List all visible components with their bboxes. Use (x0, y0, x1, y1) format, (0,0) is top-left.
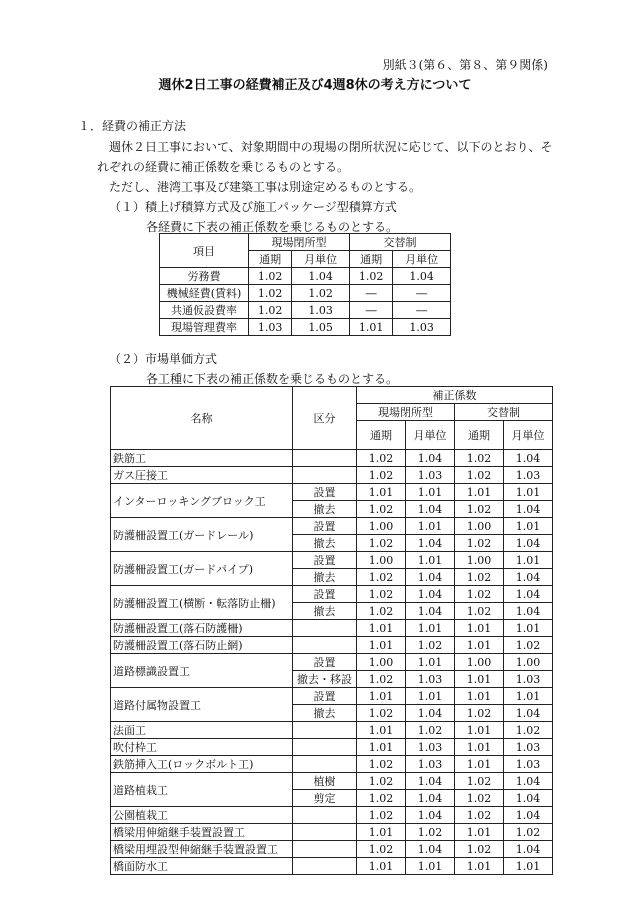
row-category (293, 467, 357, 484)
table-row (111, 756, 553, 773)
cell-value: 1.02 (357, 467, 406, 484)
cell-value: 1.02 (455, 450, 504, 467)
cell-value: 1.02 (455, 705, 504, 722)
cell-value: 1.03 (504, 671, 553, 688)
header-normal: 通期 (455, 421, 504, 450)
header-monthly: 月単位 (393, 251, 451, 268)
cell-value: 1.03 (406, 739, 455, 756)
cell-value: 1.04 (406, 705, 455, 722)
cell-value: 1.02 (455, 586, 504, 603)
row-name: 鉄筋工 (111, 450, 293, 467)
cell-value: 1.01 (455, 484, 504, 501)
table-row (111, 807, 553, 824)
cell-value: 1.03 (406, 467, 455, 484)
paragraph-line: れぞれの経費に補正係数を乗じるものとする。 (97, 160, 350, 174)
cell-value: 1.02 (406, 637, 455, 654)
cell-value: 1.03 (393, 319, 451, 336)
cell-value: 1.02 (406, 824, 455, 841)
cell-value: 1.02 (504, 722, 553, 739)
row-category (293, 637, 357, 654)
table-row (111, 739, 553, 756)
cell-value: 1.05 (292, 319, 350, 336)
cell-value: 1.03 (249, 319, 292, 336)
row-name: 鉄筋挿入工(ロックボルト工) (111, 756, 293, 773)
cell-value: 1.00 (357, 552, 406, 569)
cell-value: 1.04 (504, 586, 553, 603)
header-normal: 通期 (357, 421, 406, 450)
header-item: 項目 (160, 234, 249, 268)
cell-value: 1.01 (357, 620, 406, 637)
cell-value: 1.02 (357, 773, 406, 790)
cell-value: 1.01 (406, 654, 455, 671)
cell-value: 1.01 (455, 739, 504, 756)
row-category (293, 739, 357, 756)
cell-value: 1.02 (455, 535, 504, 552)
cell-value: 1.01 (455, 722, 504, 739)
table-row (111, 467, 553, 484)
row-name: 道路付属物設置工 (111, 688, 293, 722)
cell-value: 1.02 (357, 790, 406, 807)
table-row (111, 484, 553, 501)
cell-value: 1.01 (349, 319, 392, 336)
header-monthly: 月単位 (504, 421, 553, 450)
table-row (111, 824, 553, 841)
row-category: 撤去 (293, 705, 357, 722)
row-name: 橋面防水工 (111, 858, 293, 875)
cell-value: 1.04 (504, 603, 553, 620)
subsection-text: 各経費に下表の補正係数を乗じるものとする。 (146, 220, 399, 234)
cell-value: 1.02 (357, 501, 406, 518)
header-name: 名称 (111, 387, 293, 450)
cell-value: 1.04 (406, 586, 455, 603)
cell-value: 1.04 (504, 501, 553, 518)
cell-value: 1.04 (504, 773, 553, 790)
cell-value: 1.01 (406, 688, 455, 705)
cell-value: 1.01 (504, 484, 553, 501)
annex-label: 別紙３(第６、第８、第９関係) (382, 58, 548, 72)
row-name: 橋梁用伸縮継手装置設置工 (111, 824, 293, 841)
header-monthly: 月単位 (406, 421, 455, 450)
cell-value: 1.04 (406, 807, 455, 824)
cell-value: 1.01 (357, 484, 406, 501)
cell-value: 1.02 (357, 569, 406, 586)
cell-value: 1.02 (357, 756, 406, 773)
cell-value: 1.01 (357, 637, 406, 654)
table-row (111, 637, 553, 654)
cell-value: 1.02 (504, 637, 553, 654)
cell-value: 1.00 (357, 654, 406, 671)
subsection-heading: （１）積上げ積算方式及び施工パッケージ型積算方式 (109, 200, 397, 214)
table-row (111, 620, 553, 637)
cell-value: 1.00 (504, 654, 553, 671)
row-category: 設置 (293, 484, 357, 501)
table-row (111, 450, 553, 467)
header-closed: 現場閉所型 (249, 234, 350, 251)
row-category: 設置 (293, 654, 357, 671)
row-name: 道路植栽工 (111, 773, 293, 807)
cell-value: 1.02 (455, 569, 504, 586)
row-category (293, 756, 357, 773)
cell-value: 1.02 (406, 722, 455, 739)
row-name: 防護柵設置工(ガードパイプ) (111, 552, 293, 586)
cell-value: ― (393, 302, 451, 319)
cell-value: 1.02 (357, 603, 406, 620)
header-monthly: 月単位 (292, 251, 350, 268)
cell-value: 1.01 (455, 620, 504, 637)
row-name: 法面工 (111, 722, 293, 739)
cell-value: 1.04 (406, 501, 455, 518)
row-name: 防護柵設置工(落石防止網) (111, 637, 293, 654)
section-heading: １．経費の補正方法 (78, 119, 187, 133)
table-row (160, 319, 451, 336)
row-name: 吹付枠工 (111, 739, 293, 756)
cell-value: 1.01 (357, 722, 406, 739)
cell-value: 1.01 (504, 858, 553, 875)
row-category: 設置 (293, 552, 357, 569)
cell-value: ― (349, 285, 392, 302)
cell-value: 1.04 (292, 268, 350, 285)
cell-value: 1.02 (357, 807, 406, 824)
row-category: 撤去 (293, 501, 357, 518)
cell-value: 1.04 (406, 535, 455, 552)
table-row (111, 841, 553, 858)
row-category (293, 722, 357, 739)
cell-value: 1.03 (504, 756, 553, 773)
header-shift: 交替制 (349, 234, 450, 251)
row-name: 防護柵設置工(横断・転落防止柵) (111, 586, 293, 620)
page-title: 週休2日工事の経費補正及び4週8休の考え方について (158, 78, 472, 93)
cell-value: 1.02 (455, 467, 504, 484)
cell-value: 1.01 (504, 552, 553, 569)
cell-value: 1.04 (406, 603, 455, 620)
cell-value: 1.04 (393, 268, 451, 285)
cell-value: 1.04 (406, 450, 455, 467)
cell-value: 1.04 (406, 569, 455, 586)
cell-value: 1.03 (504, 739, 553, 756)
cell-value: 1.01 (455, 756, 504, 773)
cell-value: 1.03 (292, 302, 350, 319)
header-category: 区分 (293, 387, 357, 450)
cell-value: 1.01 (406, 518, 455, 535)
row-category: 撤去 (293, 569, 357, 586)
row-name: 道路標識設置工 (111, 654, 293, 688)
table-row (160, 268, 451, 285)
cell-value: 1.01 (455, 671, 504, 688)
cell-value: 1.01 (504, 688, 553, 705)
cell-value: 1.01 (455, 637, 504, 654)
cell-value: 1.04 (504, 841, 553, 858)
row-name: 機械経費(賃料) (160, 285, 249, 302)
cell-value: 1.04 (504, 790, 553, 807)
table-row (111, 688, 553, 705)
coefficient-table-1 (159, 233, 451, 336)
subsection-heading: （２）市場単価方式 (109, 352, 218, 366)
cell-value: 1.01 (406, 858, 455, 875)
cell-value: 1.03 (406, 671, 455, 688)
cell-value: 1.00 (455, 552, 504, 569)
row-category: 植樹 (293, 773, 357, 790)
row-category (293, 620, 357, 637)
row-category: 撤去・移設 (293, 671, 357, 688)
header-coef: 補正係数 (357, 387, 553, 404)
row-name: 現場管理費率 (160, 319, 249, 336)
paragraph-line: 週休２日工事において、対象期間中の現場の閉所状況に応じて、以下のとおり、そ (109, 140, 553, 154)
header-normal: 通期 (349, 251, 392, 268)
cell-value: 1.02 (349, 268, 392, 285)
table-row (111, 722, 553, 739)
cell-value: 1.02 (249, 285, 292, 302)
cell-value: 1.02 (357, 535, 406, 552)
cell-value: 1.02 (504, 824, 553, 841)
row-category: 設置 (293, 518, 357, 535)
table-row (111, 654, 553, 671)
cell-value: ― (349, 302, 392, 319)
row-category (293, 450, 357, 467)
cell-value: 1.00 (455, 518, 504, 535)
row-category: 剪定 (293, 790, 357, 807)
table-row (160, 302, 451, 319)
row-category (293, 841, 357, 858)
subsection-text: 各工種に下表の補正係数を乗じるものとする。 (146, 372, 399, 386)
cell-value: 1.01 (406, 484, 455, 501)
cell-value: 1.01 (504, 620, 553, 637)
table-row (111, 552, 553, 569)
cell-value: 1.02 (455, 603, 504, 620)
cell-value: 1.04 (504, 705, 553, 722)
cell-value: 1.01 (455, 824, 504, 841)
cell-value: 1.01 (406, 620, 455, 637)
cell-value: 1.00 (357, 518, 406, 535)
row-category (293, 807, 357, 824)
cell-value: 1.04 (504, 569, 553, 586)
cell-value: 1.02 (455, 841, 504, 858)
cell-value: 1.02 (357, 841, 406, 858)
row-category (293, 858, 357, 875)
row-name: 橋梁用埋設型伸縮継手装置設置工 (111, 841, 293, 858)
row-category: 撤去 (293, 535, 357, 552)
cell-value: 1.01 (406, 552, 455, 569)
cell-value: 1.04 (504, 450, 553, 467)
cell-value: 1.02 (249, 302, 292, 319)
cell-value: 1.00 (455, 654, 504, 671)
cell-value: 1.04 (504, 535, 553, 552)
table-row (111, 858, 553, 875)
cell-value: 1.04 (406, 773, 455, 790)
cell-value: 1.02 (292, 285, 350, 302)
row-category (293, 824, 357, 841)
cell-value: 1.02 (357, 671, 406, 688)
cell-value: 1.01 (357, 824, 406, 841)
header-closed: 現場閉所型 (357, 404, 455, 421)
coefficient-table-2 (110, 386, 553, 875)
table-row (160, 285, 451, 302)
row-category: 設置 (293, 586, 357, 603)
cell-value: 1.04 (406, 841, 455, 858)
header-shift: 交替制 (455, 404, 553, 421)
cell-value: 1.01 (455, 688, 504, 705)
row-name: 防護柵設置工(ガードレール) (111, 518, 293, 552)
cell-value: 1.01 (357, 739, 406, 756)
row-name: 労務費 (160, 268, 249, 285)
row-name: 共通仮設費率 (160, 302, 249, 319)
paragraph-note: ただし、港湾工事及び建築工事は別途定めるものとする。 (109, 180, 422, 194)
cell-value: 1.03 (504, 467, 553, 484)
cell-value: 1.02 (357, 705, 406, 722)
cell-value: 1.02 (249, 268, 292, 285)
table-row (111, 773, 553, 790)
cell-value: 1.04 (406, 790, 455, 807)
header-normal: 通期 (249, 251, 292, 268)
row-category: 設置 (293, 688, 357, 705)
cell-value: 1.02 (455, 807, 504, 824)
row-name: ガス圧接工 (111, 467, 293, 484)
cell-value: 1.01 (357, 858, 406, 875)
cell-value: ― (393, 285, 451, 302)
cell-value: 1.04 (504, 807, 553, 824)
cell-value: 1.02 (357, 586, 406, 603)
cell-value: 1.01 (504, 518, 553, 535)
cell-value: 1.02 (455, 501, 504, 518)
cell-value: 1.03 (406, 756, 455, 773)
table-row (111, 586, 553, 603)
cell-value: 1.02 (357, 450, 406, 467)
cell-value: 1.02 (455, 790, 504, 807)
table-row (111, 518, 553, 535)
row-name: 防護柵設置工(落石防護柵) (111, 620, 293, 637)
row-name: インターロッキングブロック工 (111, 484, 293, 518)
row-category: 撤去 (293, 603, 357, 620)
cell-value: 1.01 (357, 688, 406, 705)
cell-value: 1.02 (455, 773, 504, 790)
row-name: 公園植栽工 (111, 807, 293, 824)
cell-value: 1.01 (455, 858, 504, 875)
